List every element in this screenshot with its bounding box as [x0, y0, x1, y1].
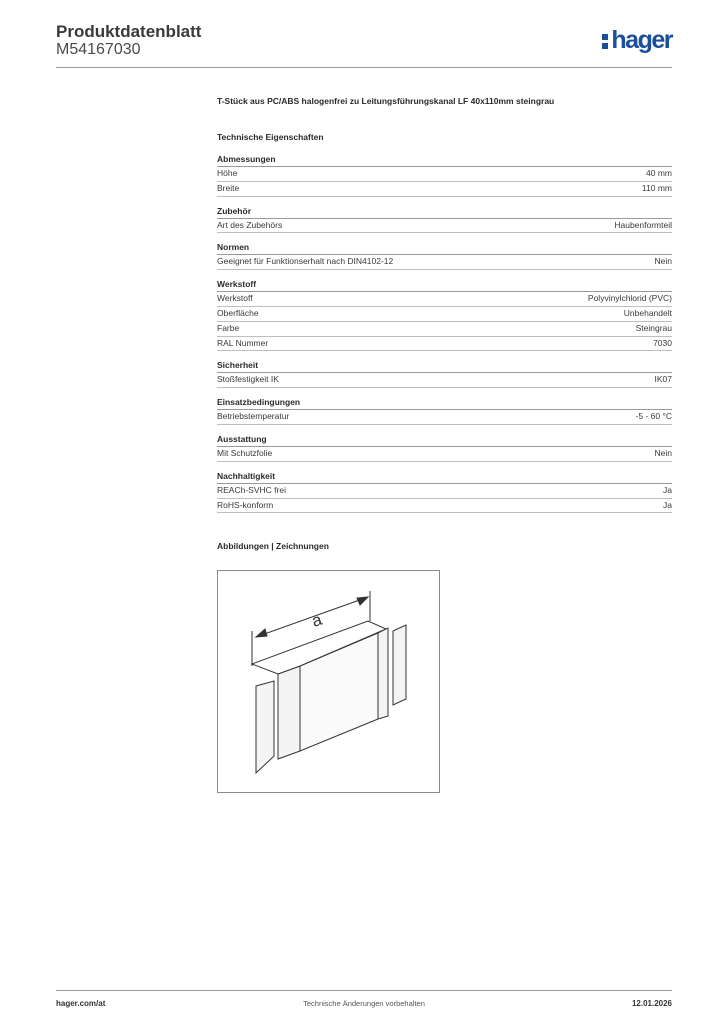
technical-properties-heading: Technische Eigenschaften [217, 132, 324, 142]
property-groups [217, 154, 672, 513]
property-value: 7030 [653, 337, 672, 348]
property-row [217, 182, 672, 197]
page-header [56, 22, 672, 68]
property-value: 40 mm [646, 168, 672, 178]
property-value: Haubenformteil [614, 219, 672, 230]
property-group [217, 154, 672, 197]
property-value: Nein [654, 447, 672, 458]
property-group [217, 206, 672, 234]
property-group [217, 279, 672, 351]
property-label: Betriebstemperatur [217, 411, 290, 422]
property-label: Höhe [217, 168, 238, 178]
property-row [217, 255, 672, 270]
property-value: Ja [663, 484, 672, 495]
property-value: IK07 [654, 374, 672, 385]
group-title: Ausstattung [217, 434, 672, 447]
property-row [217, 373, 672, 388]
property-label: Geeignet für Funktionserhalt nach DIN4102-12 [217, 256, 394, 267]
property-value: Nein [654, 256, 672, 267]
footer-notice: Technische Änderungen vorbehalten [303, 999, 425, 1008]
property-group [217, 242, 672, 270]
brand-logo [602, 26, 672, 55]
property-row [217, 219, 672, 234]
property-row [217, 322, 672, 337]
document-title: Produktdatenblatt [56, 22, 202, 41]
property-value: Ja [663, 499, 672, 510]
property-value: 110 mm [641, 182, 672, 193]
property-value: Steingrau [635, 322, 672, 333]
property-label: REACh-SVHC frei [217, 484, 286, 495]
group-title: Einsatzbedingungen [217, 397, 672, 410]
property-label: Stoßfestigkeit IK [217, 374, 279, 385]
product-drawing [217, 570, 440, 793]
property-label: Farbe [217, 322, 240, 333]
group-title: Zubehör [217, 206, 672, 219]
property-label: Oberfläche [217, 307, 259, 318]
property-label: Art des Zubehörs [217, 219, 283, 230]
logo-text: hager [611, 26, 672, 54]
logo-dots-icon [602, 30, 608, 50]
property-row [217, 307, 672, 322]
datasheet-content [217, 96, 672, 551]
property-group [217, 397, 672, 425]
footer-website: hager.com/at [56, 999, 106, 1008]
property-value: -5 - 60 °C [635, 411, 672, 422]
property-row [217, 499, 672, 514]
footer-date: 12.01.2026 [631, 999, 672, 1008]
group-title: Werkstoff [217, 279, 672, 292]
product-description: T-Stück aus PC/ABS halogenfrei zu Leitungsführungskanal LF 40x110mm steingrau [217, 96, 555, 106]
property-row [217, 167, 672, 182]
group-title: Normen [217, 242, 672, 255]
property-label: RAL Nummer [217, 337, 269, 348]
t-piece-drawing-icon [218, 571, 439, 792]
property-row [217, 484, 672, 499]
property-value: Polyvinylchlorid (PVC) [587, 293, 672, 304]
property-label: Breite [217, 182, 240, 193]
dimension-label: a [309, 609, 325, 631]
property-group [217, 360, 672, 388]
property-row [217, 447, 672, 462]
page-footer [56, 990, 672, 1008]
group-title: Abmessungen [217, 154, 672, 167]
group-title: Sicherheit [217, 360, 672, 373]
property-label: Mit Schutzfolie [217, 447, 273, 458]
property-row [217, 292, 672, 307]
figures-heading: Abbildungen | Zeichnungen [217, 541, 329, 552]
group-title: Nachhaltigkeit [217, 471, 672, 484]
property-label: RoHS-konform [217, 499, 274, 510]
property-group [217, 434, 672, 462]
property-group [217, 471, 672, 514]
property-row [217, 410, 672, 425]
property-row [217, 337, 672, 352]
product-number: M54167030 [56, 41, 141, 58]
property-label: Werkstoff [217, 293, 253, 304]
property-value: Unbehandelt [623, 307, 672, 318]
